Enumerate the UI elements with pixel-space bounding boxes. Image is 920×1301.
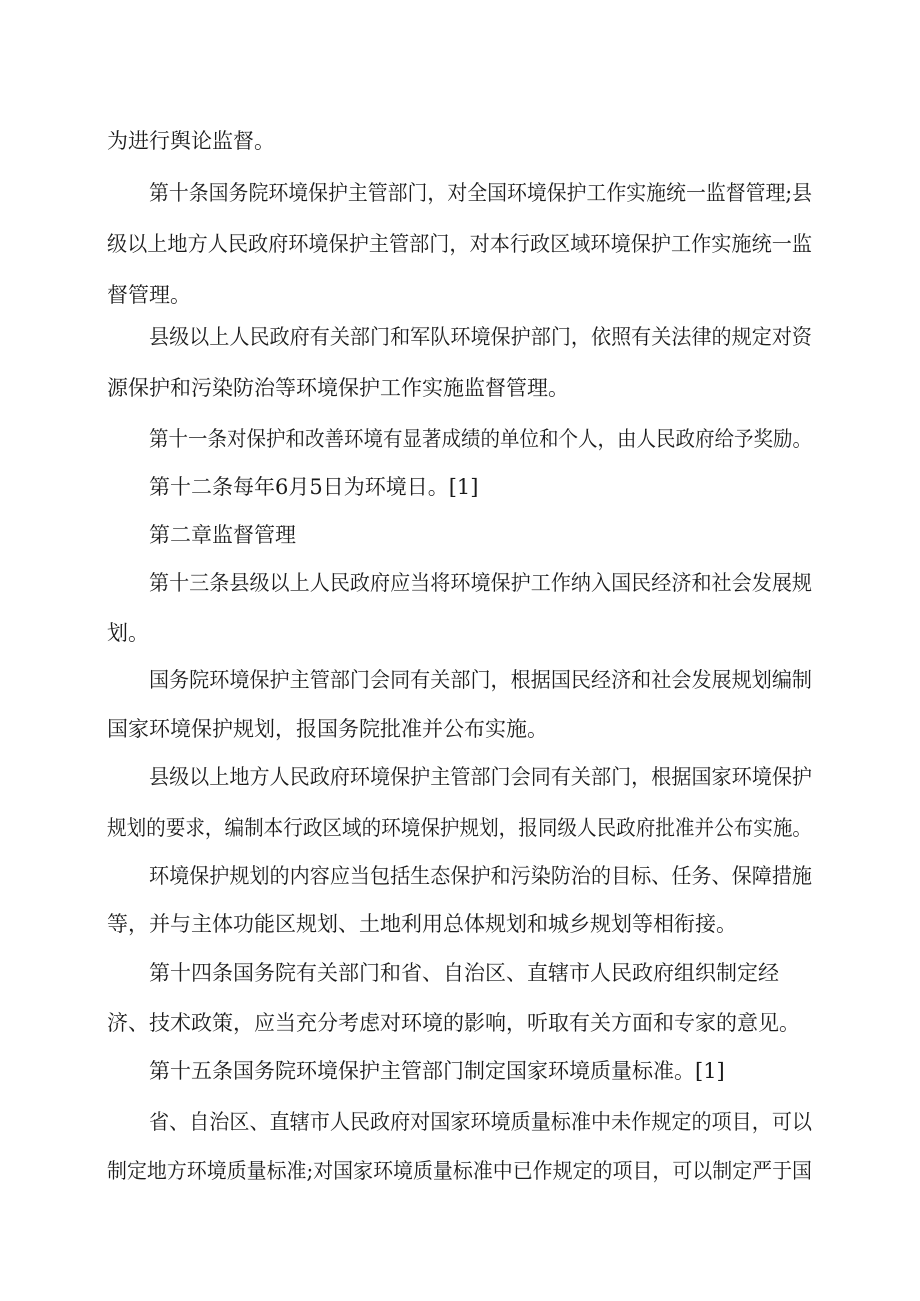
text-line: 国务院环境保护主管部门会同有关部门，根据国民经济和社会发展规划编制 — [149, 668, 812, 692]
text-line: 县级以上人民政府有关部门和军队环境保护部门，依照有关法律的规定对资 — [149, 325, 812, 349]
text-line: 督管理。 — [107, 283, 191, 307]
text-line: 源保护和污染防治等环境保护工作实施监督管理。 — [107, 376, 569, 400]
text-line: 等，并与主体功能区规划、土地利用总体规划和城乡规划等相衔接。 — [107, 912, 737, 936]
text-line: 为进行舆论监督。 — [107, 129, 275, 153]
text-line: 环境保护规划的内容应当包括生态保护和污染防治的目标、任务、保障措施 — [149, 864, 812, 888]
text-line: 第十五条国务院环境保护主管部门制定国家环境质量标准。[1] — [149, 1059, 725, 1083]
text-line: 国家环境保护规划，报国务院批准并公布实施。 — [107, 717, 548, 741]
text-line: 县级以上地方人民政府环境保护主管部门会同有关部门，根据国家环境保护 — [149, 765, 812, 789]
text-line: 第二章监督管理 — [149, 523, 296, 547]
text-line: 划。 — [107, 621, 149, 645]
text-line: 第十一条对保护和改善环境有显著成绩的单位和个人，由人民政府给予奖励。 — [149, 427, 812, 451]
text-line: 省、自治区、直辖市人民政府对国家环境质量标准中未作规定的项目，可以 — [149, 1110, 812, 1134]
text-line: 第十二条每年6月5日为环境日。[1] — [149, 475, 479, 499]
text-line: 第十四条国务院有关部门和省、自治区、直辖市人民政府组织制定经 — [149, 961, 779, 985]
text-line: 第十条国务院环境保护主管部门，对全国环境保护工作实施统一监督管理;县 — [149, 181, 812, 205]
text-line: 第十三条县级以上人民政府应当将环境保护工作纳入国民经济和社会发展规 — [149, 571, 812, 595]
text-line: 级以上地方人民政府环境保护主管部门，对本行政区域环境保护工作实施统一监 — [107, 232, 812, 256]
text-line: 规划的要求，编制本行政区域的环境保护规划，报同级人民政府批准并公布实施。 — [107, 816, 812, 840]
text-line: 制定地方环境质量标准;对国家环境质量标准中已作规定的项目，可以制定严于国 — [107, 1159, 812, 1183]
text-line: 济、技术政策，应当充分考虑对环境的影响，听取有关方面和专家的意见。 — [107, 1011, 800, 1035]
